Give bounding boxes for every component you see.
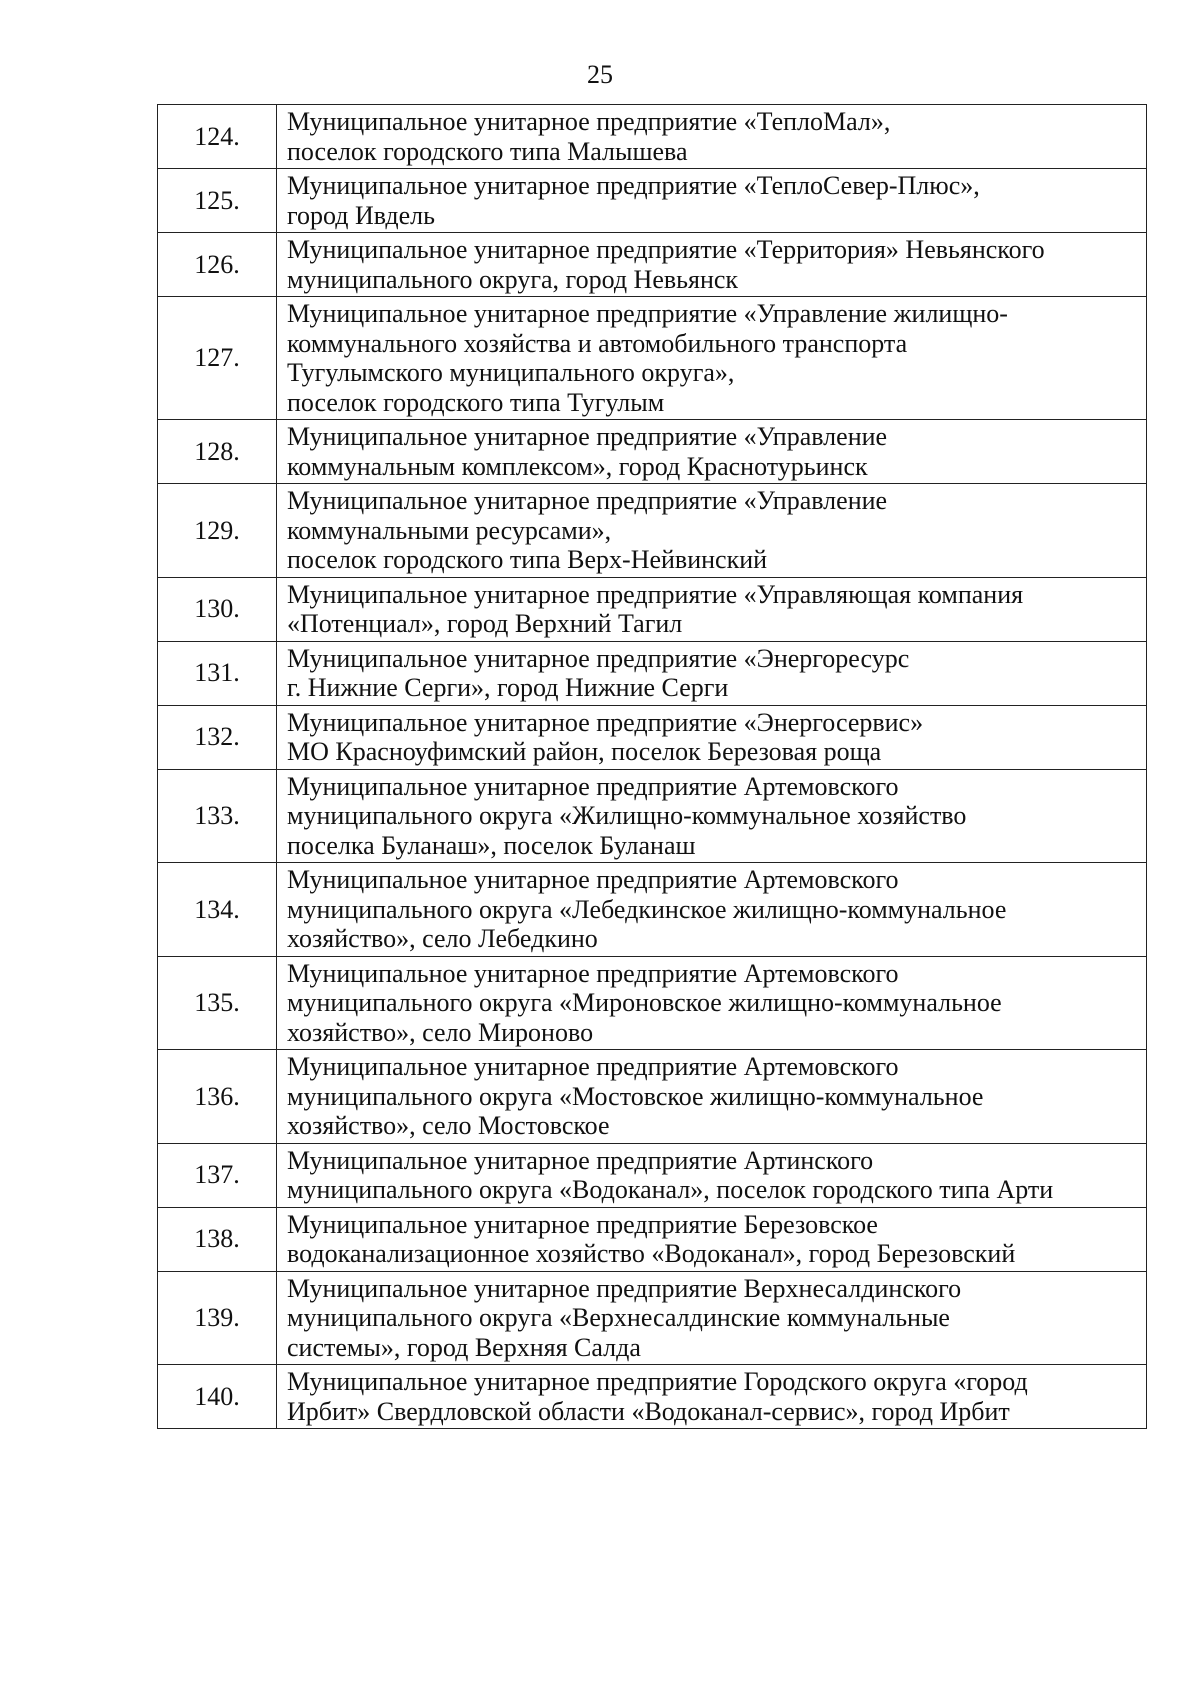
enterprise-name: Муниципальное унитарное предприятие Артемовского муниципального округа «Лебедкинское жилищно-коммунальное хозяйство», село Лебедкино [277, 863, 1147, 957]
enterprise-name: Муниципальное унитарное предприятие «Энергоресурс г. Нижние Серги», город Нижние Серги [277, 641, 1147, 705]
page-number: 25 [587, 60, 613, 89]
row-number: 126. [158, 233, 277, 297]
table-row [158, 1365, 1147, 1429]
enterprise-table [157, 104, 1147, 1429]
enterprise-name: Муниципальное унитарное предприятие «Энергосервис» МО Красноуфимский район, поселок Березовая роща [277, 705, 1147, 769]
enterprise-name: Муниципальное унитарное предприятие «Управление коммунальными ресурсами», поселок городского типа Верх-Нейвинский [277, 484, 1147, 578]
enterprise-name: Муниципальное унитарное предприятие Артемовского муниципального округа «Мироновское жилищно-коммунальное хозяйство», село Мироново [277, 956, 1147, 1050]
table-row [158, 769, 1147, 863]
enterprise-name: Муниципальное унитарное предприятие «Управляющая компания «Потенциал», город Верхний Тагил [277, 577, 1147, 641]
enterprise-name: Муниципальное унитарное предприятие Городского округа «город Ирбит» Свердловской области «Водоканал-сервис», город Ирбит [277, 1365, 1147, 1429]
table-row [158, 233, 1147, 297]
row-number: 131. [158, 641, 277, 705]
table-row [158, 105, 1147, 169]
row-number: 129. [158, 484, 277, 578]
enterprise-name: Муниципальное унитарное предприятие Артемовского муниципального округа «Жилищно-коммунальное хозяйство поселка Буланаш», поселок Буланаш [277, 769, 1147, 863]
enterprise-name: Муниципальное унитарное предприятие Березовское водоканализационное хозяйство «Водоканал», город Березовский [277, 1207, 1147, 1271]
row-number: 138. [158, 1207, 277, 1271]
table-row [158, 1207, 1147, 1271]
table-row [158, 863, 1147, 957]
enterprise-table-body [158, 105, 1147, 1429]
enterprise-name: Муниципальное унитарное предприятие «ТеплоСевер-Плюс», город Ивдель [277, 169, 1147, 233]
row-number: 136. [158, 1050, 277, 1144]
row-number: 130. [158, 577, 277, 641]
table-row [158, 484, 1147, 578]
table-row [158, 420, 1147, 484]
enterprise-name: Муниципальное унитарное предприятие «ТеплоМал», поселок городского типа Малышева [277, 105, 1147, 169]
row-number: 135. [158, 956, 277, 1050]
row-number: 128. [158, 420, 277, 484]
table-row [158, 956, 1147, 1050]
enterprise-name: Муниципальное унитарное предприятие Артемовского муниципального округа «Мостовское жилищно-коммунальное хозяйство», село Мостовское [277, 1050, 1147, 1144]
row-number: 127. [158, 297, 277, 420]
row-number: 133. [158, 769, 277, 863]
table-row [158, 169, 1147, 233]
enterprise-name: Муниципальное унитарное предприятие Верхнесалдинского муниципального округа «Верхнесалдинские коммунальные системы», город Верхняя Салда [277, 1271, 1147, 1365]
enterprise-name: Муниципальное унитарное предприятие Артинского муниципального округа «Водоканал», поселок городского типа Арти [277, 1143, 1147, 1207]
enterprise-name: Муниципальное унитарное предприятие «Управление жилищно- коммунального хозяйства и автомобильного транспорта Тугулымского муниципального округа», поселок городского типа Тугулым [277, 297, 1147, 420]
row-number: 125. [158, 169, 277, 233]
row-number: 134. [158, 863, 277, 957]
row-number: 139. [158, 1271, 277, 1365]
table-row [158, 705, 1147, 769]
enterprise-name: Муниципальное унитарное предприятие «Управление коммунальным комплексом», город Краснотурьинск [277, 420, 1147, 484]
table-row [158, 577, 1147, 641]
table-row [158, 641, 1147, 705]
table-row [158, 297, 1147, 420]
table-row [158, 1143, 1147, 1207]
row-number: 140. [158, 1365, 277, 1429]
row-number: 124. [158, 105, 277, 169]
row-number: 132. [158, 705, 277, 769]
enterprise-name: Муниципальное унитарное предприятие «Территория» Невьянского муниципального округа, город Невьянск [277, 233, 1147, 297]
row-number: 137. [158, 1143, 277, 1207]
table-row [158, 1271, 1147, 1365]
table-row [158, 1050, 1147, 1144]
